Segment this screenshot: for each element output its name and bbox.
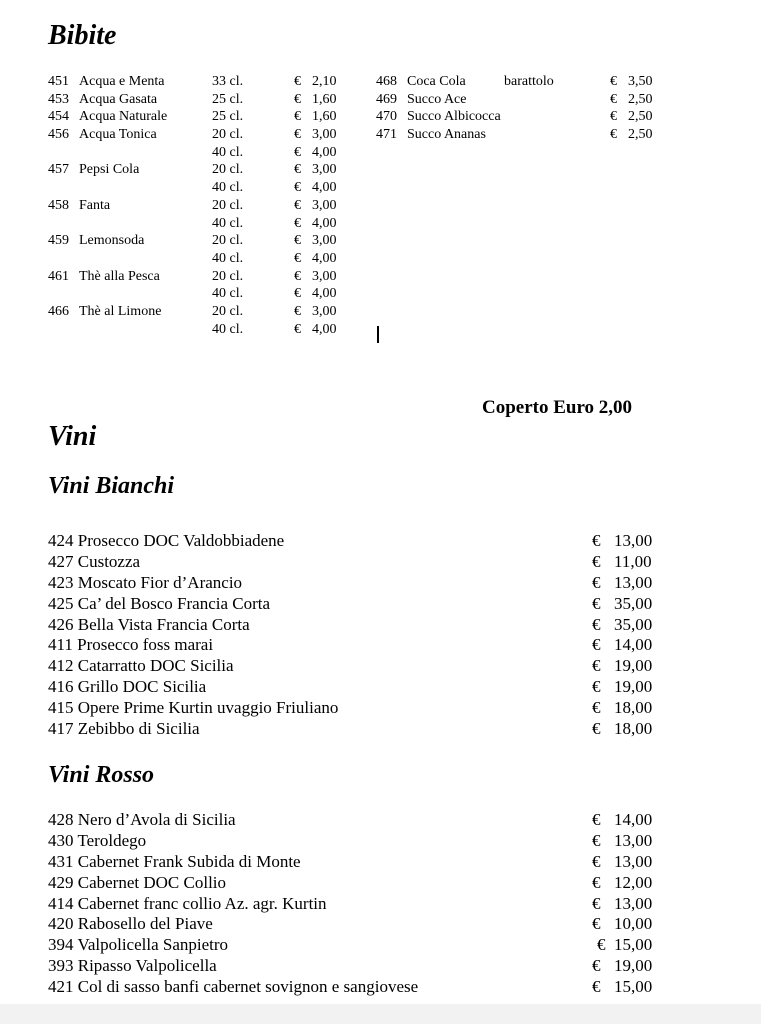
item-price: 3,00 bbox=[312, 197, 337, 213]
euro-sign: € bbox=[294, 91, 301, 107]
euro-sign: € bbox=[294, 180, 301, 196]
wine-price: 13,00 bbox=[614, 893, 653, 913]
euro-sign: € bbox=[592, 593, 601, 613]
item-price: 3,00 bbox=[312, 233, 337, 249]
item-note: barattolo bbox=[504, 74, 554, 89]
list-item bbox=[48, 232, 368, 250]
list-item bbox=[48, 161, 368, 179]
wine-price: 13,00 bbox=[614, 572, 653, 592]
list-item bbox=[48, 914, 668, 935]
wine-label: 425 Ca’ del Bosco Francia Corta bbox=[48, 593, 271, 613]
list-item bbox=[376, 91, 676, 109]
vini-heading: Vini bbox=[48, 421, 97, 452]
item-name: Pepsi Cola bbox=[79, 162, 140, 178]
wine-label: 428 Nero d’Avola di Sicilia bbox=[48, 810, 236, 829]
list-item bbox=[48, 215, 368, 233]
wine-price: 10,00 bbox=[614, 914, 653, 934]
item-price: 3,50 bbox=[628, 74, 653, 89]
item-size: 20 cl. bbox=[212, 162, 244, 178]
list-item bbox=[48, 552, 668, 573]
item-price: 4,00 bbox=[312, 286, 337, 302]
euro-sign: € bbox=[294, 215, 301, 231]
euro-sign: € bbox=[592, 551, 601, 571]
euro-sign: € bbox=[592, 851, 601, 871]
item-code: 461 bbox=[48, 268, 69, 284]
item-name: Succo Albicocca bbox=[407, 109, 501, 125]
item-code: 451 bbox=[48, 74, 69, 89]
list-item bbox=[48, 977, 668, 998]
list-item bbox=[48, 321, 368, 339]
item-price: 4,00 bbox=[312, 321, 337, 337]
euro-sign: € bbox=[592, 872, 601, 892]
euro-sign: € bbox=[597, 935, 606, 955]
item-price: 1,60 bbox=[312, 91, 337, 107]
wine-price: 35,00 bbox=[614, 593, 653, 613]
item-code: 466 bbox=[48, 303, 69, 319]
text-cursor bbox=[377, 326, 379, 343]
euro-sign: € bbox=[592, 614, 601, 634]
list-item bbox=[48, 935, 668, 956]
list-item bbox=[48, 852, 668, 873]
list-item bbox=[48, 594, 668, 615]
wine-label: 411 Prosecco foss marai bbox=[48, 635, 214, 655]
wine-price: 13,00 bbox=[614, 830, 653, 850]
list-item bbox=[48, 108, 368, 126]
vini-rosso-list bbox=[48, 810, 668, 998]
list-item bbox=[48, 956, 668, 977]
item-size: 20 cl. bbox=[212, 268, 244, 284]
item-price: 4,00 bbox=[312, 250, 337, 266]
wine-label: 420 Rabosello del Piave bbox=[48, 914, 213, 934]
euro-sign: € bbox=[294, 162, 301, 178]
item-name: Thè alla Pesca bbox=[79, 268, 160, 284]
item-code: 470 bbox=[376, 109, 397, 125]
euro-sign: € bbox=[294, 197, 301, 213]
euro-sign: € bbox=[610, 127, 617, 143]
list-item bbox=[48, 635, 668, 656]
item-size: 20 cl. bbox=[212, 127, 244, 143]
wine-label: 416 Grillo DOC Sicilia bbox=[48, 677, 207, 697]
item-code: 456 bbox=[48, 127, 69, 143]
list-item bbox=[48, 179, 368, 197]
item-size: 33 cl. bbox=[212, 74, 244, 89]
list-item bbox=[48, 810, 668, 831]
wine-price: 15,00 bbox=[614, 935, 653, 955]
list-item bbox=[48, 698, 668, 719]
list-item bbox=[48, 197, 368, 215]
euro-sign: € bbox=[592, 893, 601, 913]
wine-price: 14,00 bbox=[614, 810, 653, 829]
euro-sign: € bbox=[592, 698, 601, 718]
wine-price: 12,00 bbox=[614, 872, 653, 892]
euro-sign: € bbox=[592, 977, 601, 997]
list-item bbox=[48, 831, 668, 852]
item-price: 2,50 bbox=[628, 109, 653, 125]
list-item bbox=[48, 873, 668, 894]
euro-sign: € bbox=[294, 321, 301, 337]
wine-label: 415 Opere Prime Kurtin uvaggio Friuliano bbox=[48, 698, 339, 718]
vini-bianchi-heading: Vini Bianchi bbox=[48, 473, 175, 499]
wine-label: 424 Prosecco DOC Valdobbiadene bbox=[48, 531, 285, 550]
wine-price: 14,00 bbox=[614, 635, 653, 655]
wine-price: 11,00 bbox=[614, 551, 652, 571]
item-code: 457 bbox=[48, 162, 69, 178]
list-item bbox=[376, 126, 676, 144]
euro-sign: € bbox=[592, 656, 601, 676]
wine-label: 430 Teroldego bbox=[48, 830, 147, 850]
wine-price: 18,00 bbox=[614, 698, 653, 718]
item-price: 2,50 bbox=[628, 91, 653, 107]
wine-label: 394 Valpolicella Sanpietro bbox=[48, 935, 229, 955]
euro-sign: € bbox=[592, 914, 601, 934]
euro-sign: € bbox=[592, 719, 601, 739]
euro-sign: € bbox=[294, 268, 301, 284]
item-code: 459 bbox=[48, 233, 69, 249]
item-size: 40 cl. bbox=[212, 215, 244, 231]
list-item bbox=[48, 73, 368, 91]
list-item bbox=[48, 656, 668, 677]
list-item bbox=[48, 615, 668, 636]
list-item bbox=[48, 531, 668, 552]
bibite-heading: Bibite bbox=[48, 20, 117, 51]
wine-label: 417 Zebibbo di Sicilia bbox=[48, 719, 200, 739]
euro-sign: € bbox=[610, 91, 617, 107]
euro-sign: € bbox=[592, 810, 601, 829]
euro-sign: € bbox=[592, 572, 601, 592]
list-item bbox=[48, 303, 368, 321]
list-item bbox=[48, 91, 368, 109]
euro-sign: € bbox=[294, 144, 301, 160]
item-name: Succo Ananas bbox=[407, 127, 486, 143]
euro-sign: € bbox=[294, 74, 301, 89]
wine-label: 431 Cabernet Frank Subida di Monte bbox=[48, 851, 301, 871]
wine-label: 429 Cabernet DOC Collio bbox=[48, 872, 227, 892]
list-item bbox=[48, 268, 368, 286]
wine-label: 412 Catarratto DOC Sicilia bbox=[48, 656, 234, 676]
wine-label: 421 Col di sasso banfi cabernet sovignon e sangiovese bbox=[48, 977, 419, 997]
euro-sign: € bbox=[592, 677, 601, 697]
item-price: 3,00 bbox=[312, 162, 337, 178]
list-item bbox=[48, 126, 368, 144]
wine-label: 393 Ripasso Valpolicella bbox=[48, 956, 217, 976]
item-price: 3,00 bbox=[312, 268, 337, 284]
euro-sign: € bbox=[592, 635, 601, 655]
item-price: 4,00 bbox=[312, 144, 337, 160]
item-price: 3,00 bbox=[312, 127, 337, 143]
vini-bianchi-list bbox=[48, 531, 668, 740]
euro-sign: € bbox=[294, 233, 301, 249]
euro-sign: € bbox=[610, 74, 617, 89]
item-size: 20 cl. bbox=[212, 233, 244, 249]
item-name: Acqua Naturale bbox=[79, 109, 168, 125]
item-size: 20 cl. bbox=[212, 197, 244, 213]
wine-price: 13,00 bbox=[614, 851, 653, 871]
euro-sign: € bbox=[294, 250, 301, 266]
wine-label: 414 Cabernet franc collio Az. agr. Kurtin bbox=[48, 893, 327, 913]
item-code: 469 bbox=[376, 91, 397, 107]
item-price: 4,00 bbox=[312, 180, 337, 196]
wine-price: 35,00 bbox=[614, 614, 653, 634]
item-size: 40 cl. bbox=[212, 321, 244, 337]
item-price: 2,10 bbox=[312, 74, 337, 89]
item-code: 468 bbox=[376, 74, 397, 89]
item-code: 458 bbox=[48, 197, 69, 213]
wine-price: 15,00 bbox=[614, 977, 653, 997]
wine-label: 426 Bella Vista Francia Corta bbox=[48, 614, 250, 634]
list-item bbox=[48, 250, 368, 268]
page-bottom-band bbox=[0, 1004, 761, 1024]
wine-price: 18,00 bbox=[614, 719, 653, 739]
item-code: 471 bbox=[376, 127, 397, 143]
item-price: 4,00 bbox=[312, 215, 337, 231]
euro-sign: € bbox=[294, 109, 301, 125]
cover-charge: Coperto Euro 2,00 bbox=[482, 397, 633, 418]
item-size: 40 cl. bbox=[212, 250, 244, 266]
list-item bbox=[376, 73, 676, 91]
item-name: Acqua Gasata bbox=[79, 91, 158, 107]
list-item bbox=[48, 677, 668, 698]
item-code: 454 bbox=[48, 109, 69, 125]
item-size: 40 cl. bbox=[212, 286, 244, 302]
list-item bbox=[48, 285, 368, 303]
wine-price: 19,00 bbox=[614, 677, 653, 697]
item-size: 40 cl. bbox=[212, 180, 244, 196]
item-name: Succo Ace bbox=[407, 91, 467, 107]
item-name: Lemonsoda bbox=[79, 233, 145, 249]
item-size: 40 cl. bbox=[212, 144, 244, 160]
wine-price: 19,00 bbox=[614, 956, 653, 976]
list-item bbox=[48, 719, 668, 740]
item-price: 2,50 bbox=[628, 127, 653, 143]
item-size: 25 cl. bbox=[212, 91, 244, 107]
wine-price: 13,00 bbox=[614, 531, 653, 550]
bibite-left-list bbox=[48, 73, 368, 338]
item-name: Coca Cola bbox=[407, 74, 466, 89]
list-item bbox=[48, 144, 368, 162]
list-item bbox=[48, 894, 668, 915]
item-name: Fanta bbox=[79, 197, 111, 213]
vini-rosso-heading: Vini Rosso bbox=[48, 762, 155, 788]
item-name: Acqua Tonica bbox=[79, 127, 157, 143]
bibite-right-list bbox=[376, 73, 676, 144]
list-item bbox=[376, 108, 676, 126]
wine-label: 427 Custozza bbox=[48, 551, 141, 571]
euro-sign: € bbox=[610, 109, 617, 125]
item-size: 20 cl. bbox=[212, 303, 244, 319]
euro-sign: € bbox=[294, 127, 301, 143]
item-name: Acqua e Menta bbox=[79, 74, 165, 89]
wine-price: 19,00 bbox=[614, 656, 653, 676]
item-price: 3,00 bbox=[312, 303, 337, 319]
item-price: 1,60 bbox=[312, 109, 337, 125]
euro-sign: € bbox=[592, 531, 601, 550]
item-size: 25 cl. bbox=[212, 109, 244, 125]
euro-sign: € bbox=[592, 830, 601, 850]
item-code: 453 bbox=[48, 91, 69, 107]
item-name: Thè al Limone bbox=[79, 303, 162, 319]
euro-sign: € bbox=[294, 303, 301, 319]
list-item bbox=[48, 573, 668, 594]
wine-label: 423 Moscato Fior d’Arancio bbox=[48, 572, 243, 592]
euro-sign: € bbox=[294, 286, 301, 302]
euro-sign: € bbox=[592, 956, 601, 976]
